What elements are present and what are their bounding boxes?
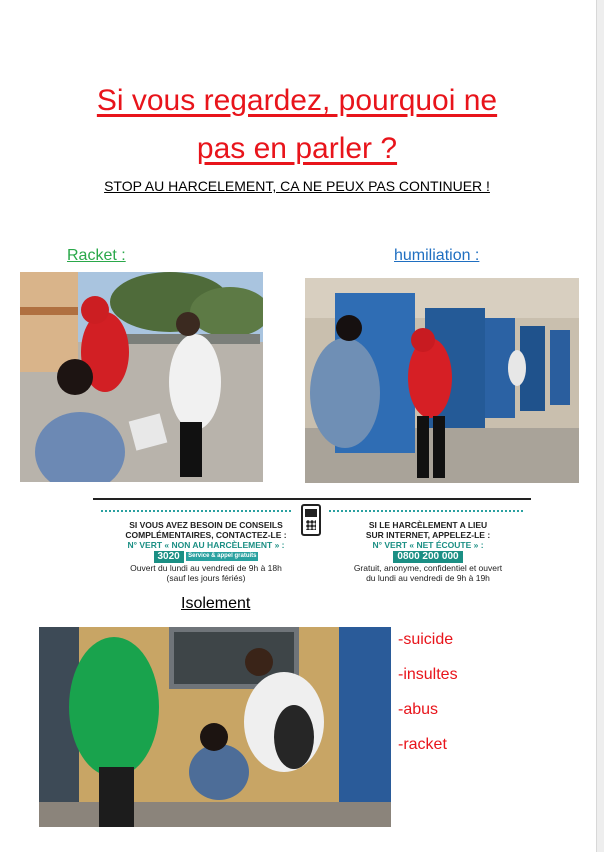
humiliation-photo <box>305 278 579 483</box>
helpline-left: SI VOUS AVEZ BESOIN DE CONSEILS COMPLÉMENTAIRES, CONTACTEZ-LE : N° VERT « NON AU HARCÈLEMENT » : 3020 Service & appel gratuits Ouvert du lundi au vendredi de 9h à 18h (sauf les jours fériés) <box>125 520 287 583</box>
humiliation-label: humiliation : <box>394 247 480 264</box>
racket-photo <box>20 272 263 482</box>
consequences-list <box>398 628 458 768</box>
list-item: -abus <box>398 701 439 718</box>
helpline-banner <box>93 498 531 592</box>
isolement-label: Isolement <box>181 595 251 612</box>
poster-subtitle: STOP AU HARCELEMENT, CA NE PEUX PAS CONTINUER ! <box>104 178 490 194</box>
list-item: -racket <box>398 736 447 753</box>
service-tag: Service & appel gratuits <box>188 553 257 560</box>
title-line-2: pas en parler ? <box>196 132 398 165</box>
helpline-3020-number[interactable]: 3020 <box>154 551 184 563</box>
phone-icon <box>301 504 321 536</box>
list-item: -suicide <box>398 631 454 648</box>
racket-label: Racket : <box>67 247 126 264</box>
helpline-net-ecoute-number[interactable]: 0800 200 000 <box>393 551 462 563</box>
dotted-divider-right <box>329 510 523 512</box>
page-scrollbar[interactable] <box>596 0 604 852</box>
poster-title <box>40 77 554 173</box>
list-item: -insultes <box>398 666 458 683</box>
helpline-right: SI LE HARCÈLEMENT A LIEU SUR INTERNET, APPELEZ-LE : N° VERT « NET ÉCOUTE » : 0800 200 000 Gratuit, anonyme, confidentiel et ouvert du lundi au vendredi de 9h à 19h <box>353 520 503 583</box>
isolement-photo <box>39 627 391 827</box>
dotted-divider-left <box>101 510 291 512</box>
title-line-1: Si vous regardez, pourquoi ne <box>96 84 498 117</box>
